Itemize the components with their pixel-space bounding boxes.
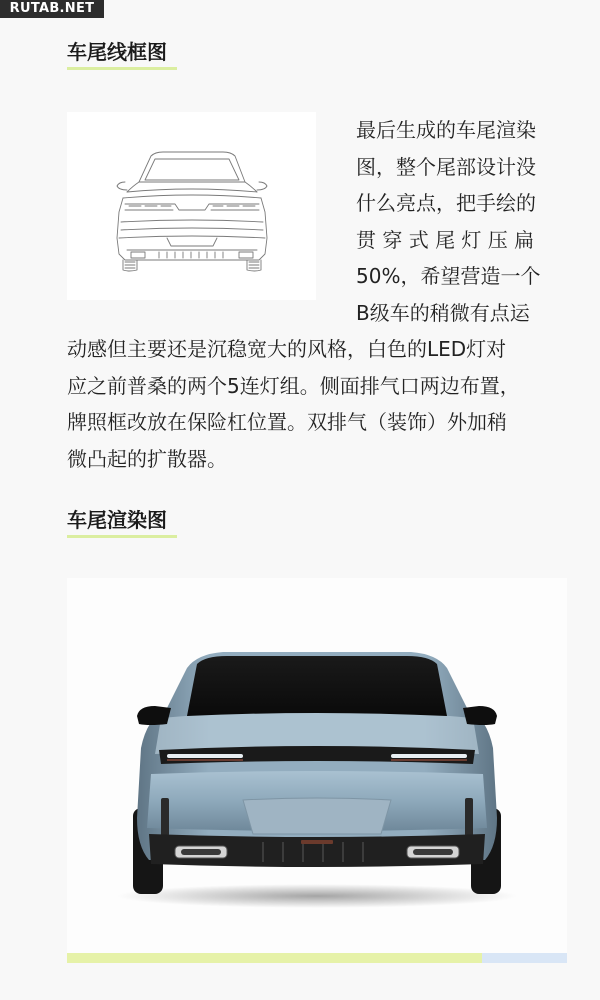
wireframe-image: [67, 112, 316, 300]
site-watermark: RUTAB.NET: [0, 0, 104, 18]
description-paragraph-full: [67, 331, 577, 477]
title-underline: [67, 535, 177, 538]
paragraph-line: 什么亮点，把手绘的: [356, 191, 536, 215]
paragraph-line: 图，整个尾部设计没: [356, 154, 536, 179]
paragraph-line: 最后生成的车尾渲染: [356, 118, 536, 142]
bottom-accent-bar: [67, 953, 567, 963]
car-render-drawing: [67, 578, 567, 958]
paragraph-line: 50%，希望营造一个: [356, 264, 541, 288]
section-title-render: 车尾渲染图: [67, 508, 167, 532]
paragraph-line: 动感但主要还是沉稳宽大的风格，白色的LED灯对: [67, 337, 507, 361]
render-image: [67, 578, 567, 958]
section-title-wireframe: 车尾线框图: [67, 40, 167, 64]
paragraph-line: B级车的稍微有点运: [356, 300, 530, 325]
paragraph-line: 应之前普桑的两个5连灯组。侧面排气口两边布置，: [67, 373, 520, 398]
paragraph-line: 贯 穿 式 尾 灯 压 扁: [356, 227, 535, 252]
car-wireframe-drawing: [67, 112, 316, 300]
paragraph-line: 牌照框改放在保险杠位置。双排气（装饰）外加稍: [67, 410, 507, 434]
description-paragraph-right: [356, 112, 568, 331]
paragraph-line: 微凸起的扩散器。: [67, 446, 227, 471]
title-underline: [67, 67, 177, 70]
